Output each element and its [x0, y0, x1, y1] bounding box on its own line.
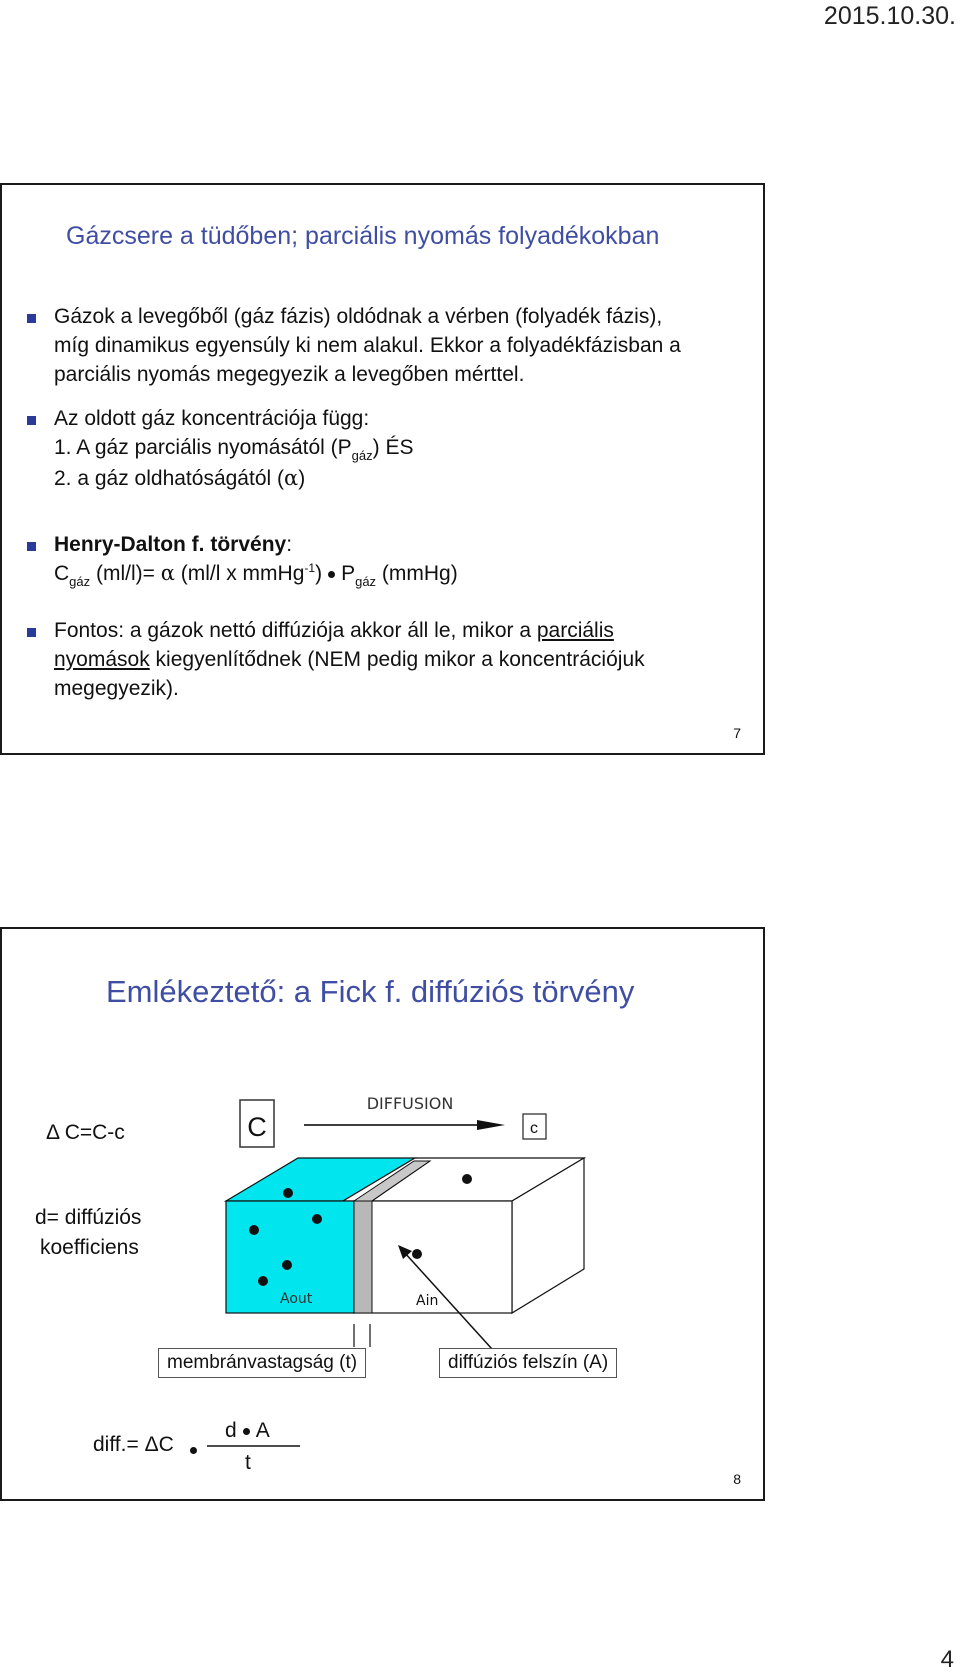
fick-diffusion-diagram [2, 929, 763, 1499]
bullet-marker [27, 542, 36, 551]
svg-text:C: C [247, 1112, 267, 1142]
slide-8 [0, 927, 765, 1501]
particle [249, 1225, 259, 1235]
bullet-gas-dissolution: Gázok a levegőből (gáz fázis) oldódnak a vérben (folyadék fázis), míg dinamikus egyensúly ki nem alakul. Ekkor a folyadékfázisban a parciális nyomás megegyezik a levegőben mérttel. [54, 302, 681, 389]
particle [462, 1174, 472, 1184]
particle [258, 1276, 268, 1286]
bullet-concentration: Az oldott gáz koncentrációja függ: 1. A gáz parciális nyomásától $(P_{gáz})$ ÉS 2. a gáz oldhatóságától (α) [54, 404, 413, 493]
slide-title: Gázcsere a tüdőben; parciális nyomás folyadékokban [66, 222, 660, 250]
membrane-front [354, 1201, 372, 1313]
slide-number: 7 [733, 725, 741, 741]
particle [283, 1188, 293, 1198]
diffusion-surface-label: diffúziós felszín (A) [439, 1348, 617, 1378]
slide-number: 8 [733, 1471, 741, 1487]
particle [282, 1260, 292, 1270]
bullet-marker [27, 314, 36, 323]
bullet-marker [27, 416, 36, 425]
membrane-thickness-label: membránvastagság (t) [158, 1348, 366, 1378]
d-label-line2: koefficiens [40, 1236, 139, 1259]
svg-text:DIFFUSION: DIFFUSION [366, 1094, 454, 1113]
svg-text:c: c [530, 1120, 538, 1137]
header-date: 2015.10.30. [823, 2, 956, 30]
delta-c-label: Δ C=C-c [46, 1121, 125, 1144]
slide-7 [0, 183, 765, 755]
particle [412, 1249, 422, 1259]
bullet-henry-dalton: Henry-Dalton f. törvény: $C_{gáz}$ (ml/l)= α (ml/l x mmHg$^{-1}$) $P_{gáz}$ (mmHg) [54, 530, 458, 591]
page-number: 4 [940, 1646, 954, 1673]
svg-text:Aout: Aout [280, 1291, 313, 1307]
slide-title: Emlékeztető: a Fick f. diffúziós törvény [106, 974, 635, 1009]
formula-numerator: d A [225, 1419, 270, 1442]
diffusion-arrowhead [477, 1120, 505, 1130]
formula-multiplication-dot [190, 1447, 197, 1454]
henry-dalton-formula: $C_{gáz}$ (ml/l)= α (ml/l x mmHg$^{-1}$) $P_{gáz}$ (mmHg) [54, 561, 458, 589]
bullet-net-diffusion: Fontos: a gázok nettó diffúziója akkor áll le, mikor a parciális nyomások kiegyenlítődnek (NEM pedig mikor a koncentrációjuk megegyezik). [54, 616, 645, 703]
d-label-line1: d= diffúziós [35, 1206, 142, 1229]
bullet-marker [27, 628, 36, 637]
multiplication-dot [328, 571, 335, 578]
particle [312, 1214, 322, 1224]
formula-denominator: t [245, 1451, 251, 1474]
svg-text:Ain: Ain [416, 1293, 439, 1309]
formula-lhs: diff.= ΔC [93, 1433, 174, 1456]
